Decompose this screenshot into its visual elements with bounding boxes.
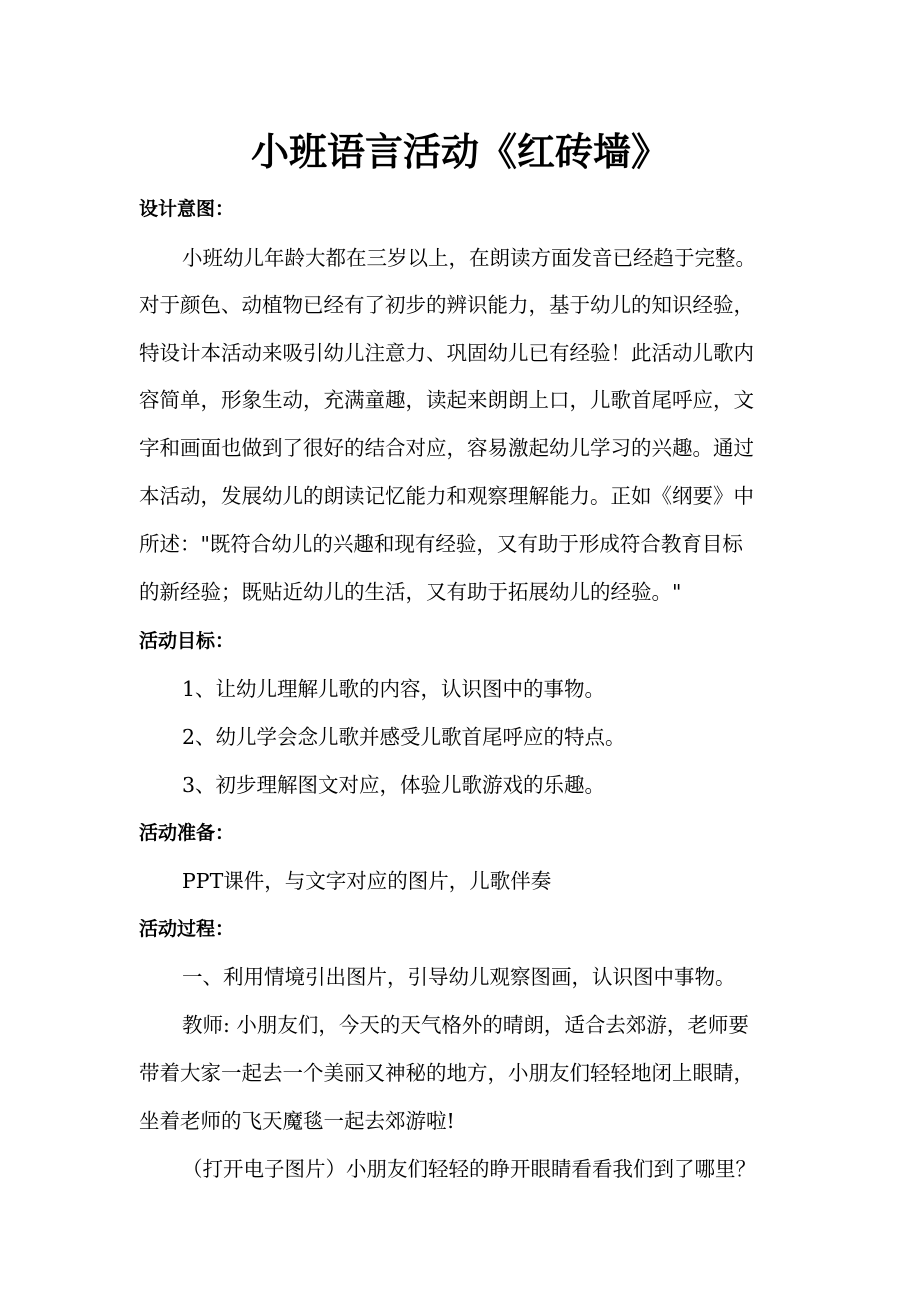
paragraph-line: 的新经验；既贴近幼儿的生活，又有助于拓展幼儿的经验。" — [139, 580, 682, 604]
process-line: 坐着老师的飞天魔毯一起去郊游啦! — [139, 1109, 455, 1133]
paragraph-line: 小班幼儿年龄大都在三岁以上，在朗读方面发音已经趋于完整。 — [182, 246, 756, 270]
document-title: 小班语言活动《红砖墙》 — [250, 129, 669, 174]
goal-item: 3、初步理解图文对应，体验儿歌游戏的乐趣。 — [182, 773, 606, 797]
section-heading-goals: 活动目标： — [139, 630, 235, 652]
section-heading-process: 活动过程： — [139, 918, 235, 940]
goal-item: 2、幼儿学会念儿歌并感受儿歌首尾呼应的特点。 — [182, 725, 626, 749]
preparation-text: PPT课件，与文字对应的图片，儿歌伴奏 — [182, 869, 552, 893]
paragraph-line: 特设计本活动来吸引幼儿注意力、巩固幼儿已有经验！此活动儿歌内 — [139, 341, 754, 365]
section-heading-design-intent: 设计意图： — [139, 198, 235, 220]
goal-item: 1、让幼儿理解儿歌的内容，认识图中的事物。 — [182, 677, 606, 701]
process-line: 一、利用情境引出图片，引导幼儿观察图画，认识图中事物。 — [182, 965, 736, 989]
process-line: （打开电子图片）小朋友们轻轻的睁开眼睛看看我们到了哪里？ — [182, 1157, 756, 1181]
paragraph-line: 对于颜色、动植物已经有了初步的辨识能力，基于幼儿的知识经验， — [139, 293, 754, 317]
paragraph-line: 字和画面也做到了很好的结合对应，容易激起幼儿学习的兴趣。通过 — [139, 436, 754, 460]
section-heading-preparation: 活动准备： — [139, 822, 235, 844]
process-line: 带着大家一起去一个美丽又神秘的地方，小朋友们轻轻地闭上眼睛， — [139, 1061, 754, 1085]
paragraph-line: 容简单，形象生动，充满童趣，读起来朗朗上口，儿歌首尾呼应，文 — [139, 388, 754, 412]
process-line: 教师: 小朋友们，今天的天气格外的晴朗，适合去郊游，老师要 — [182, 1013, 749, 1037]
paragraph-line: 所述："既符合幼儿的兴趣和现有经验，又有助于形成符合教育目标 — [139, 532, 743, 556]
paragraph-line: 本活动，发展幼儿的朗读记忆能力和观察理解能力。正如《纲要》中 — [139, 484, 754, 508]
